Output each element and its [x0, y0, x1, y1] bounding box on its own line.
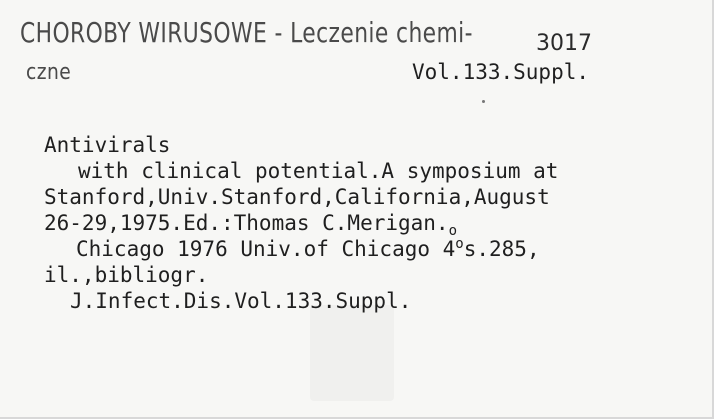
volume-reference: Vol.133.Suppl. [412, 60, 590, 84]
entry-imprint [76, 236, 540, 262]
entry-imprint-text: Chicago 1976 Univ.of Chicago 4 [76, 237, 456, 261]
entry-imprint-pages: s.285, [463, 237, 540, 261]
call-number: 3017 [536, 31, 592, 56]
subject-heading-continuation: czne [26, 60, 72, 85]
entry-dates-editor-mark: o [448, 223, 458, 240]
entry-subtitle: with clinical potential.A symposium at [78, 159, 559, 183]
ink-speck [482, 100, 485, 103]
entry-location: Stanford,Univ.Stanford,California,August [44, 185, 550, 209]
entry-title: Antivirals [44, 133, 171, 157]
entry-series: J.Infect.Dis.Vol.133.Suppl. [70, 289, 412, 313]
entry-dates-editor-text: 26-29,1975.Ed.:Thomas C.Merigan. [44, 211, 449, 235]
subject-heading: CHOROBY WIRUSOWE - Leczenie chemi- [20, 16, 473, 49]
paper-smudge [310, 305, 394, 401]
entry-dates-editor [44, 210, 458, 240]
entry-imprint-sup: o [455, 236, 464, 252]
entry-illustrations: il.,bibliogr. [44, 263, 209, 287]
